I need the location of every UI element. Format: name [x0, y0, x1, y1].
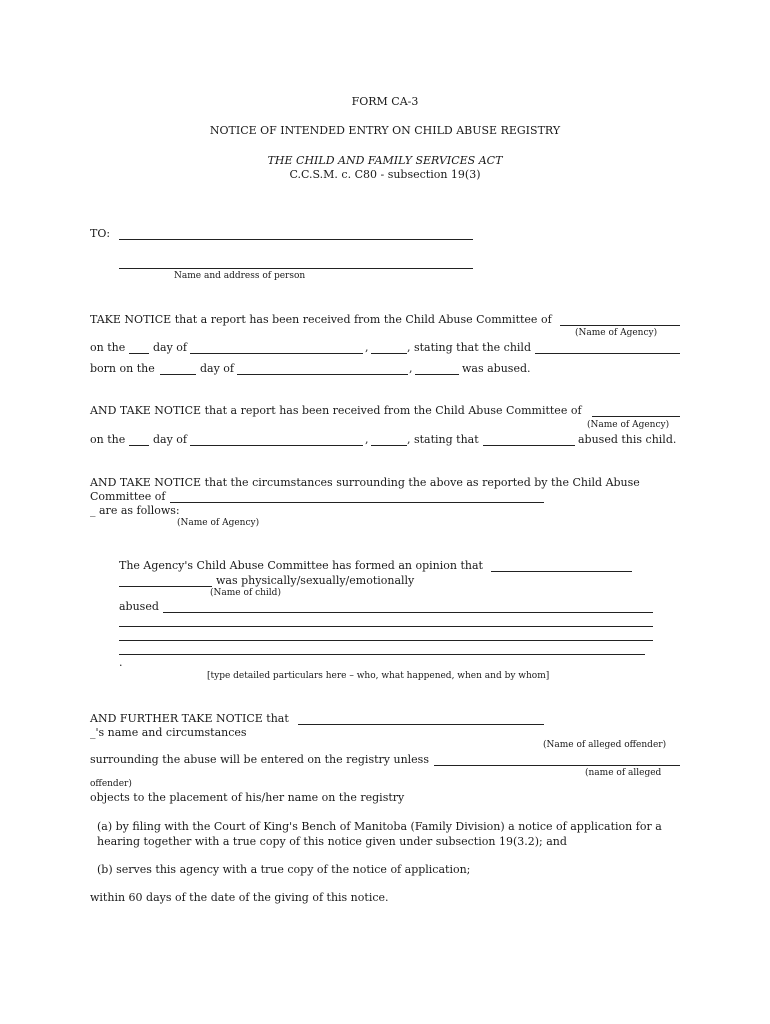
condition-a-line2: hearing together with a true copy of this notice given under subsection 19(3.2); and — [97, 835, 567, 848]
notice2-day-of: day of — [153, 433, 188, 446]
particulars-line-1[interactable] — [163, 612, 653, 613]
further-name-circumstances: _'s name and circumstances — [90, 726, 247, 739]
form-id: FORM CA-3 — [351, 95, 419, 108]
notice1-stating-child: , stating that the child — [407, 341, 531, 354]
particulars-line-4[interactable] — [119, 654, 645, 655]
registry-unless-text: surrounding the abuse will be entered on the registry unless — [90, 753, 429, 766]
notice1-agency-field[interactable] — [560, 325, 680, 326]
alleged-offender-field[interactable] — [434, 765, 680, 766]
act-name: THE CHILD AND FAMILY SERVICES ACT — [267, 154, 503, 167]
notice2-stating-that: , stating that — [407, 433, 479, 446]
particulars-end-dot: . — [119, 656, 123, 669]
notice1-year-field[interactable] — [371, 353, 407, 354]
notice1-born-on-the: born on the — [90, 362, 155, 375]
notice2-on-the: on the — [90, 433, 126, 446]
particulars-caption: [type detailed particulars here – who, what happened, when and by whom] — [207, 671, 550, 681]
notice1-born-day-of: day of — [200, 362, 235, 375]
notice1-was-abused: was abused. — [462, 362, 531, 375]
notice1-born-year-field[interactable] — [415, 374, 459, 375]
notice3-as-follows: _ are as follows: — [90, 504, 180, 517]
further-text: AND FURTHER TAKE NOTICE that — [90, 712, 289, 725]
recipient-line-2[interactable] — [119, 268, 473, 269]
notice1-born-day-field[interactable] — [160, 374, 196, 375]
notice3-agency-field[interactable] — [170, 502, 544, 503]
notice1-child-name-field[interactable] — [535, 353, 680, 354]
condition-b: (b) serves this agency with a true copy of the notice of application; — [97, 863, 471, 876]
notice3-committee-of: Committee of — [90, 490, 166, 503]
notice3-agency-caption: (Name of Agency) — [177, 518, 260, 528]
form-title: NOTICE OF INTENDED ENTRY ON CHILD ABUSE REGISTRY — [209, 124, 561, 137]
notice1-comma: , — [365, 341, 369, 354]
abused-label: abused — [119, 600, 159, 613]
notice2-text: AND TAKE NOTICE that a report has been received from the Child Abuse Committee of — [90, 404, 582, 417]
offender-name-field[interactable] — [298, 724, 544, 725]
opinion-child-field-2[interactable] — [119, 586, 212, 587]
notice2-comma: , — [365, 433, 369, 446]
offender-caption: (Name of alleged offender) — [543, 740, 667, 750]
deadline-text: within 60 days of the date of the giving of this notice. — [90, 891, 389, 904]
opinion-child-field-1[interactable] — [491, 571, 632, 572]
notice2-agency-field[interactable] — [592, 416, 680, 417]
to-label: TO: — [90, 227, 111, 240]
notice2-abused-child: abused this child. — [578, 433, 677, 446]
opinion-text: The Agency's Child Abuse Committee has formed an opinion that — [119, 559, 483, 572]
act-citation: C.C.S.M. c. C80 - subsection 19(3) — [289, 168, 481, 181]
particulars-line-3[interactable] — [119, 640, 653, 641]
notice1-day-of: day of — [153, 341, 188, 354]
notice1-on-the: on the — [90, 341, 126, 354]
notice1-agency-caption: (Name of Agency) — [575, 328, 658, 338]
alleged-caption: (name of alleged — [585, 768, 662, 778]
child-name-caption: (Name of child) — [210, 588, 281, 598]
opinion-abuse-type: was physically/sexually/emotionally — [216, 574, 415, 587]
notice1-month-field[interactable] — [190, 353, 363, 354]
notice3-text: AND TAKE NOTICE that the circumstances surrounding the above as reported by the Child Abuse — [90, 476, 640, 489]
notice1-born-month-field[interactable] — [237, 374, 408, 375]
particulars-line-2[interactable] — [119, 626, 653, 627]
notice1-born-comma: , — [409, 362, 413, 375]
notice2-day-field[interactable] — [129, 445, 149, 446]
notice1-text: TAKE NOTICE that a report has been received from the Child Abuse Committee of — [90, 313, 552, 326]
name-address-caption: Name and address of person — [174, 271, 306, 281]
notice2-name-field[interactable] — [483, 445, 575, 446]
notice1-day-field[interactable] — [129, 353, 149, 354]
objects-text: objects to the placement of his/her name on the registry — [90, 791, 405, 804]
offender-word: offender) — [90, 779, 132, 789]
notice2-month-field[interactable] — [190, 445, 363, 446]
notice2-agency-caption: (Name of Agency) — [587, 420, 670, 430]
recipient-line-1[interactable] — [119, 239, 473, 240]
notice2-year-field[interactable] — [371, 445, 407, 446]
condition-a-line1: (a) by filing with the Court of King's Bench of Manitoba (Family Division) a notice of application for a — [97, 820, 662, 833]
